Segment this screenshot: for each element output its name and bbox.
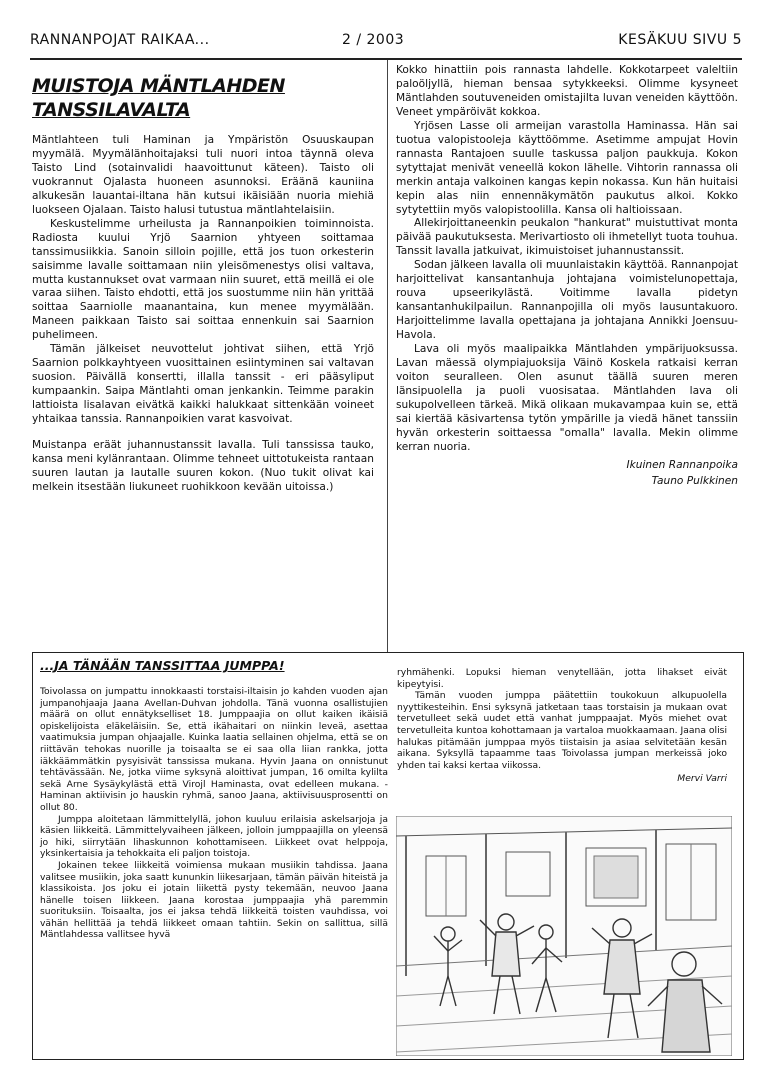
column-divider: [387, 60, 388, 652]
article-paragraph: Tämän jälkeiset neuvottelut johtivat siihen, että Yrjö Saarnion polkkayhtyeen vuosittainen esiintyminen sai valtavan suosion. Päivällä konsertti, illalla tanssit - eri pääsyliput kumpaankin. Saipa Mäntlahti oman jenkankin. Teimme parakin lattioista lisalavan eivätkä kaikki halukkaat sittenkään voineet yhtaikaa tanssia. Rannanpoikien varat kasvoivat.: [32, 343, 374, 426]
box-column-right: [397, 667, 727, 785]
article-paragraph: Allekirjoittaneenkin peukalon "hankurat" muistuttivat monta päivää paukutuksesta. Merivartiosto oli ihmetellyt tuota touhua. Tanssit lavalla jatkuivat, ikimuistoiset juhannustanssit.: [396, 217, 738, 258]
article-title-line2: TANSSILAVALTA: [32, 99, 191, 121]
article-title-line1: MUISTOJA MÄNTLAHDEN: [32, 75, 285, 97]
box-paragraph: Jumppa aloitetaan lämmittelyllä, johon kuuluu erilaisia askelsarjoja ja käsien liikkeitä. Lämmittelyvaiheen jälkeen, jolloin jumppaajilla on yleensä jo hiki, siirrytään lihaskunnon kohottamiseen. Liikkeet ovat helppoja, yksinkertaisia ja tehokkaita eli paljon toistoja.: [40, 813, 388, 860]
box-paragraph: Toivolassa on jumpattu innokkaasti torstaisi-iltaisin jo kahden vuoden ajan jumpanohjaaja Jaana Avellan-Duhvan johdolla. Tänä vuonna osallistujien määrä on ollut ennätykselliset 18. Jumppaajia on ollut kaiken ikäisiä opiskelijoista eläkeläisiin. Se, että ikähaitari on niinkin leveä, asettaa vaatimuksia jumpan ohjaajalle. Kuinka laatia sellainen ohjelma, että se on riittävän tehokas nuorille ja toisaalta se ei saa olla liian rankka, jotta iäkkäämmätkin pysyisivät tanssissa mukana. Hyvin Jaana on onnistunut tehtävässään. Ne, jotka viime syksynä aloittivat jumpan, 16 omilta kylilta sekä Arne Sysäykylästä että Virojl Haminasta, ovat edelleen mukana. - Haminan aktiivisin jo hauskin ryhmä, sanoo Jaana, aktiivisuusprosentti on ollut 80.: [40, 686, 388, 813]
signature-author: Tauno Pulkkinen: [651, 474, 738, 487]
article-paragraph: Lava oli myös maalipaikka Mäntlahden ympärijuoksussa. Lavan mäessä olympiajuoksija Väinö Koskela ratkaisi kerran voiton seuralleen. Olen asunut täällä suuren meren länsipuolella ja puoli vuosisataa. Mäntlahden lava oli sukupolvelleen tärkeä. Mikä olikaan mukavampaa kuin se, että sai kiertää käsivartensa tytön ympärille ja viedä hänet tanssiin hyvän orkesterin soittaessa "omalla" lavalla. Mekin olimme kerran nuoria.: [396, 343, 738, 453]
article-paragraph: Yrjösen Lasse oli armeijan varastolla Haminassa. Hän sai tuotua valopistooleja käyttöömme. Asetimme ampujat Hovin rannasta Rantajoen suulle taskussa paljon paukkuja. Kokon sytyttajat menivät veneellä kokon lähelle. Vihtorin rannassa oli merkin antaja valkoinen kangas kepin nokassa. Kun hän huitaisi kepin alas niin ennennäkymätön paukutus alkoi. Kokko sytytettiin myös valopistoolilla. Kansa oli haltioissaan.: [396, 119, 738, 216]
article-column-left: [32, 134, 374, 495]
article-paragraph: Mäntlahteen tuli Haminan ja Ympäristön Osuuskaupan myymälä. Myymälänhoitajaksi tuli nuori intoa täynnä oleva Taisto Lind (sotainvalidi haavoittunut käteen). Taisto oli vuokrannut Ojalasta huoneen asunnoksi. Eräänä kauniina alkukesän lauantai-iltana hän kutsui ikäisiään nuoria miehiä luokseen Ojalaan. Taisto halusi tutustua mäntlahtelaisiin.: [32, 134, 374, 216]
page-number: KESÄKUU SIVU 5: [618, 32, 742, 48]
box-signature: Mervi Varri: [677, 773, 727, 785]
article-paragraph: Keskustelimme urheilusta ja Rannanpoikien toiminnoista. Radiosta kuului Yrjö Saarnion yhtyeen soittamaa tanssimusiikkia. Sanoin silloin pojille, että jos tuon orkesterin saisimme lavalle soittamaan niin yleisömenestys olisi valtava, mutta kustannukset ovat varmaan niin suuret, että meillä ei ole varaa siihen. Taisto ehdotti, että jos suostumme niin hän yrittää soittaa Saarniolle maanantaina, kun menee myymälään. Maneen paikkaan Taisto sai soittaa ennenkuin sai Saarnion puhelimeen.: [32, 217, 374, 342]
box-paragraph: ryhmähenki. Lopuksi hieman venytellään, jotta lihakset eivät kipeytyisi.: [397, 667, 727, 690]
article-paragraph: Muistanpa eräät juhannustanssit lavalla. Tuli tanssissa tauko, kansa meni kylänrantaan. Olimme tehneet uittotukeista rantaan suuren lautan ja lautalle suuren kokon. (Nuo tukit olivat kai melkein itsestään liukuneet ruohikkoon kevään uitoissa.): [32, 439, 374, 493]
header-rule: [30, 58, 742, 60]
box-paragraph: Jokainen tekee liikkeitä voimiensa mukaan musiikin tahdissa. Jaana valitsee musiikin, joka saatt kununkin liikesarjaan, tämän päivän hiteistä ja klassikoista. Jos joku ei jotain liikettä pysty tekemään, neuvoo Jaana hänelle toisen liikkeen. Jaana korostaa jumppaajia yhä paremmin suorituksiin. Toisaalta, jos ei jaksa tehdä liikkeitä toisten vauhdissa, voi vähän hellittää ja tehdä liikkeet omaan tahtiin. Sekin on sallittua, sillä Mäntlahdessa vallitsee hyvä: [40, 859, 388, 941]
article-paragraph: Kokko hinattiin pois rannasta lahdelle. Kokkotarpeet valeltiin paloöljyllä, hieman bensaa sytykkeeksi. Olimme kysyneet Mäntlahden soutuveneiden omistajilta luvan veneiden käyttöön. Veneet ympäröivät kokkoa.: [396, 64, 738, 118]
box-title: ...JA TÄNÄÄN TANSSITTAA JUMPPA!: [40, 658, 285, 673]
publication-name: RANNANPOJAT RAIKAA...: [30, 32, 210, 48]
box-column-left: [40, 686, 388, 941]
article-paragraph: Sodan jälkeen lavalla oli muunlaistakin käyttöä. Rannanpojat harjoittelivat kansantanhuja johtajana voimistelunopettaja, rouva upseerikylästä. Voitimme lavalla pidetyn kansantanhukilpailun. Rannanpojilla oli myös lausuntakuoro. Harjoittelimme lavalla opettajana ja johtajana Annikki Joensuu-Havola.: [396, 259, 738, 342]
issue-number: 2 / 2003: [342, 32, 405, 48]
article-title: [32, 74, 372, 122]
article-column-right: [396, 64, 738, 489]
dance-class-photo: [396, 816, 732, 1056]
box-paragraph: Tämän vuoden jumppa päätettiin toukokuun alkupuolella nyyttikesteihin. Ensi syksynä jatketaan taas torstaisin ja mukaan ovat tervetulleet sekä uudet että vanhat jumppaajat. Myös miehet ovat tervetulleita kuntoa kohottamaan ja vartaloa muokkaamaan. Jaana olisi halukas pitämään jumppaa myös tiistaisin ja asiaa selvitetään kesän aikana. Syksyllä tapaamme taas Toivolassa jumpan merkeissä joko yhden tai kaksi kertaa viikossa.: [397, 690, 727, 771]
signature-title: Ikuinen Rannanpoika: [626, 458, 738, 471]
page-header: [30, 32, 742, 58]
article-signature: [396, 457, 738, 489]
photo-sketch: [396, 816, 732, 1056]
